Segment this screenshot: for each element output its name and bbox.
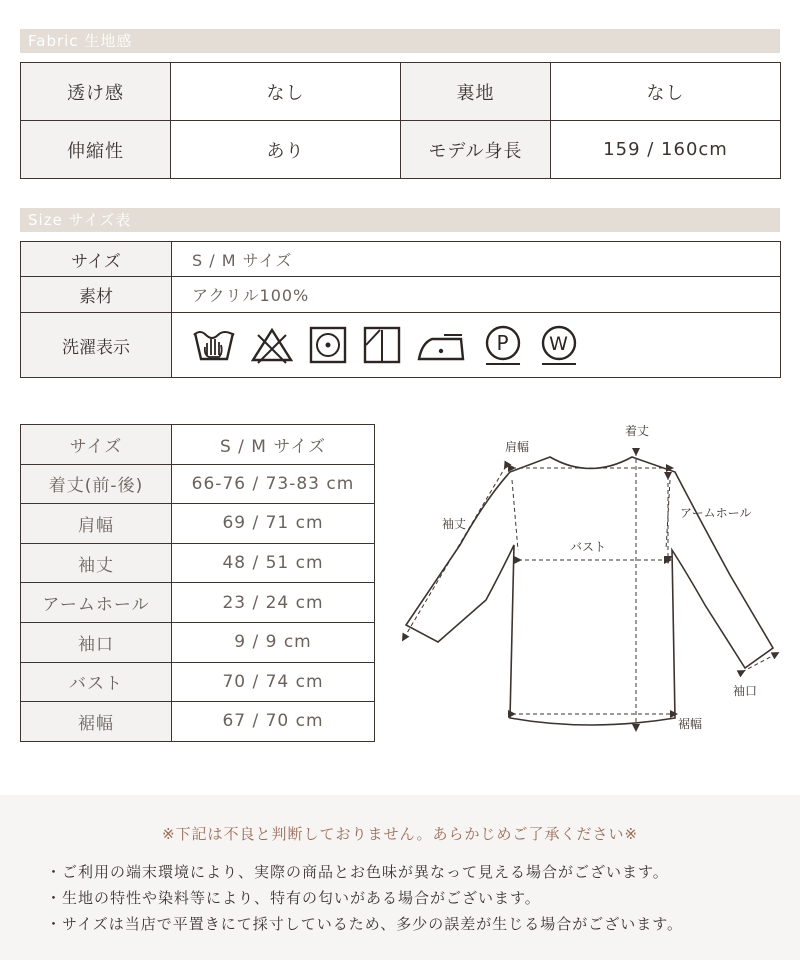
no-bleach-icon xyxy=(250,325,294,365)
measurement-value: 48 / 51 cm xyxy=(172,544,375,583)
fabric-label-lining: 裏地 xyxy=(401,63,551,121)
measurement-label: 着丈(前-後) xyxy=(21,465,172,504)
fabric-value-model-height: 159 / 160cm xyxy=(551,121,781,179)
table-row xyxy=(21,544,375,584)
fabric-value-stretch: あり xyxy=(171,121,401,179)
hand-wash-icon xyxy=(192,325,236,365)
note-line: ・生地の特性や染料等により、特有の匂いがある場合がございます。 xyxy=(46,889,541,907)
diagram-label-cuff: 袖口 xyxy=(733,684,758,698)
size-value: S / M サイズ xyxy=(172,242,781,276)
tumble-dry-icon xyxy=(308,325,348,365)
fabric-section-header: Fabric 生地感 xyxy=(20,29,780,53)
notes-title: ※下記は不良と判断しておりません。あらかじめご了承ください※ xyxy=(161,825,639,843)
diagram-label-sleeve: 袖丈 xyxy=(442,517,467,531)
notes-panel xyxy=(0,795,800,960)
table-row xyxy=(21,583,375,623)
table-row xyxy=(21,465,375,505)
material-row xyxy=(21,277,781,313)
measurement-value: 23 / 24 cm xyxy=(172,583,375,622)
measurement-label: 袖丈 xyxy=(21,544,172,583)
table-row xyxy=(21,702,375,742)
size-row xyxy=(21,242,781,277)
svg-text:W: W xyxy=(549,333,569,355)
diagram-label-armhole: アームホール xyxy=(680,506,752,520)
material-label: 素材 xyxy=(21,277,172,312)
size-label: サイズ xyxy=(21,242,172,276)
measurement-value: 9 / 9 cm xyxy=(172,623,375,662)
fabric-value-lining: なし xyxy=(551,63,781,121)
measurement-label: 肩幅 xyxy=(21,504,172,543)
measurement-table xyxy=(20,424,375,742)
diagram-label-bust: バスト xyxy=(570,540,607,554)
fabric-table xyxy=(20,62,781,179)
wet-clean-w-icon xyxy=(538,324,580,366)
table-row xyxy=(21,504,375,544)
measurement-header-row xyxy=(21,425,375,465)
measurement-value: 66-76 / 73-83 cm xyxy=(172,465,375,504)
note-line: ・サイズは当店で平置きにて採寸しているため、多少の誤差が生じる場合がございます。 xyxy=(46,915,684,933)
measurement-value: 67 / 70 cm xyxy=(172,702,375,741)
fabric-value-transparency: なし xyxy=(171,63,401,121)
measurement-label: アームホール xyxy=(21,583,172,622)
garment-outline xyxy=(400,410,790,750)
measurement-header-value: S / M サイズ xyxy=(172,425,375,464)
measurement-label: 袖口 xyxy=(21,623,172,662)
garment-diagram xyxy=(400,410,790,750)
line-dry-icon xyxy=(362,325,402,365)
fabric-label-transparency: 透け感 xyxy=(21,63,171,121)
care-icons xyxy=(172,313,781,377)
diagram-label-hem: 裾幅 xyxy=(678,717,703,731)
diagram-label-shoulder: 肩幅 xyxy=(505,440,530,454)
material-value: アクリル100% xyxy=(172,277,781,312)
table-row xyxy=(21,663,375,703)
diagram-label-length: 着丈 xyxy=(625,424,650,438)
measurement-label: バスト xyxy=(21,663,172,702)
dry-clean-p-icon xyxy=(482,324,524,366)
measurement-header-label: サイズ xyxy=(21,425,172,464)
size-info-table xyxy=(20,241,781,378)
fabric-label-stretch: 伸縮性 xyxy=(21,121,171,179)
measurement-value: 69 / 71 cm xyxy=(172,504,375,543)
note-line: ・ご利用の端末環境により、実際の商品とお色味が異なって見える場合がございます。 xyxy=(46,863,669,881)
svg-text:P: P xyxy=(496,331,510,355)
measurement-label: 裾幅 xyxy=(21,702,172,741)
size-section-header: Size サイズ表 xyxy=(20,208,780,232)
care-row xyxy=(21,313,781,378)
fabric-label-model-height: モデル身長 xyxy=(401,121,551,179)
iron-low-icon xyxy=(416,325,468,365)
measurement-value: 70 / 74 cm xyxy=(172,663,375,702)
table-row xyxy=(21,623,375,663)
care-label: 洗濯表示 xyxy=(21,313,172,377)
